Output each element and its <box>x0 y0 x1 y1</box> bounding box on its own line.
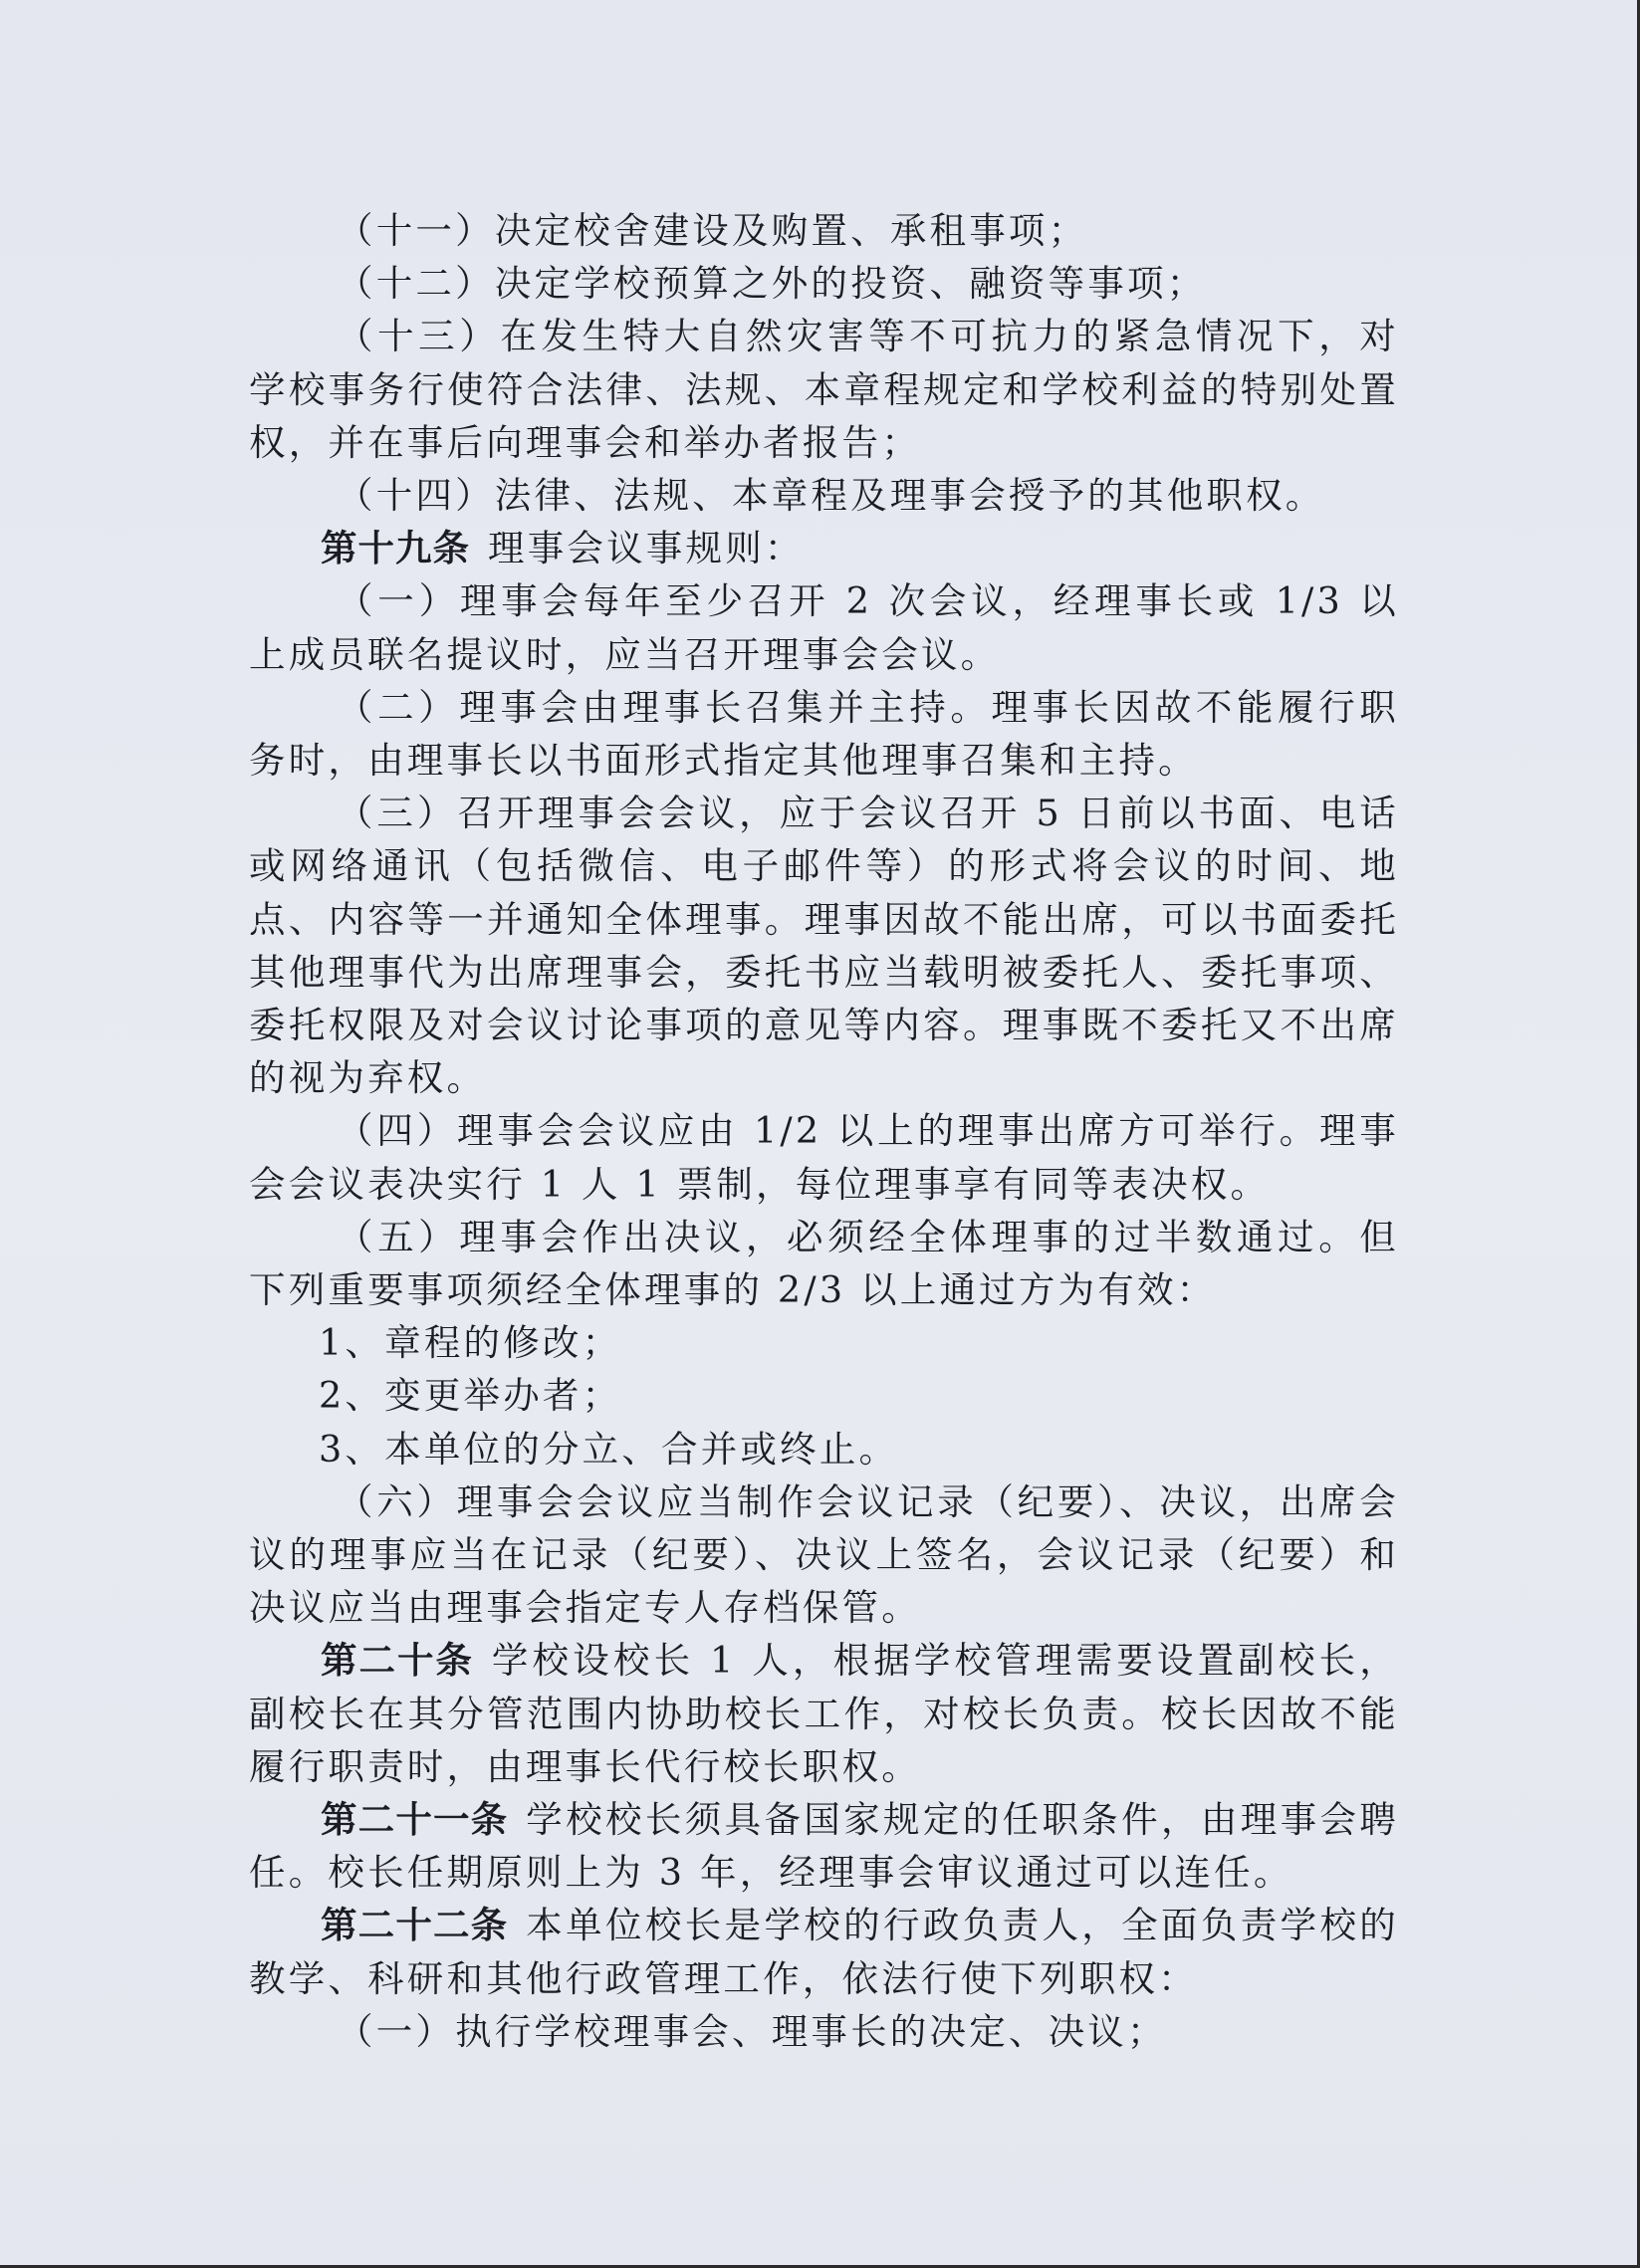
article-22-item-1: （一）执行学校理事会、理事长的决定、决议； <box>337 2009 1167 2053</box>
article-19-item-1: （一）理事会每年至少召开 2 次会议，经理事长或 1/3 以上成员联名提议时，应当召开理事会会议。 <box>249 579 1399 676</box>
paragraph-item-13: （十三）在发生特大自然灾害等不可抗力的紧急情况下，对学校事务行使符合法律、法规、本章程规定和学校利益的特别处置权，并在事后向理事会和举办者报告； <box>249 315 1399 464</box>
article-19 <box>249 522 1399 574</box>
document-body <box>249 204 1399 2058</box>
article-19-sub-item-3: 3、本单位的分立、合并或终止。 <box>319 1427 899 1471</box>
article-19-item-4: （四）理事会会议应由 1/2 以上的理事出席方可举行。理事会会议表决实行 1 人 1 票制，每位理事享有同等表决权。 <box>249 1109 1399 1206</box>
paragraph-item-11: （十一）决定校舍建设及购置、承租事项； <box>337 209 1088 252</box>
article-19-item-3: （三）召开理事会会议，应于会议召开 5 日前以书面、电话或网络通讯（包括微信、电子邮件等）的形式将会议的时间、地点、内容等一并通知全体理事。理事因故不能出席，可以书面委托其他理事代为出席理事会，委托书应当载明被委托人、委托事项、委托权限及对会议讨论事项的意见等内容。理事既不委托又不出席的视为弃权。 <box>249 792 1399 1100</box>
article-19-item-6: （六）理事会会议应当制作会议记录（纪要）、决议，出席会议的理事应当在记录（纪要）、决议上签名，会议记录（纪要）和决议应当由理事会指定专人存档保管。 <box>249 1479 1399 1630</box>
article-20-text: 学校设校长 1 人，根据学校管理需要设置副校长，副校长在其分管范围内协助校长工作，对校长负责。校长因故不能履行职责时，由理事长代行校长职权。 <box>249 1639 1399 1788</box>
article-19-heading: 第十九条 <box>321 527 470 570</box>
article-19-item-5: （五）理事会作出决议，必须经全体理事的过半数通过。但下列重要事项须经全体理事的 2/3 以上通过方为有效： <box>249 1215 1399 1311</box>
paragraph-item-14: （十四）法律、法规、本章程及理事会授予的其他职权。 <box>337 473 1325 517</box>
article-19-text: 理事会议事规则： <box>488 527 805 570</box>
article-20 <box>249 1634 1399 1793</box>
article-21-heading: 第二十一条 <box>321 1797 509 1841</box>
article-20-heading: 第二十条 <box>321 1639 474 1683</box>
paragraph-item-12: （十二）决定学校预算之外的投资、融资等事项； <box>337 262 1207 306</box>
article-21 <box>249 1793 1399 1899</box>
article-22 <box>249 1899 1399 2004</box>
article-22-text: 本单位校长是学校的行政负责人，全面负责学校的教学、科研和其他行政管理工作，依法行使下列职权： <box>249 1904 1400 2000</box>
article-21-text: 学校校长须具备国家规定的任职条件，由理事会聘任。校长任期原则上为 3 年，经理事会审议通过可以连任。 <box>249 1797 1400 1895</box>
article-22-heading: 第二十二条 <box>321 1904 509 1947</box>
article-19-sub-item-2: 2、变更举办者； <box>319 1374 622 1418</box>
article-19-sub-item-1: 1、章程的修改； <box>319 1321 622 1365</box>
article-19-item-2: （二）理事会由理事长召集并主持。理事长因故不能履行职务时，由理事长以书面形式指定其他理事召集和主持。 <box>249 685 1399 782</box>
